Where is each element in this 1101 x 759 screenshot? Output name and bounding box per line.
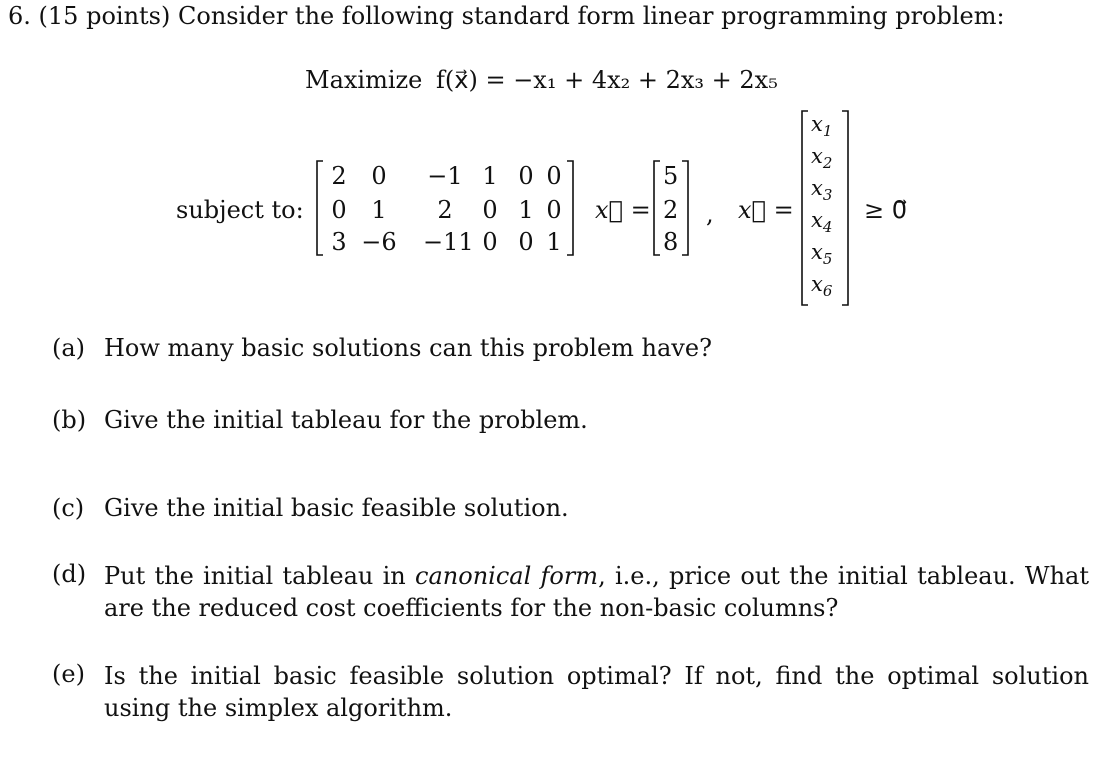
matrix-cell: 0 — [482, 196, 498, 224]
part-text: Is the initial basic feasible solution optimal? If not, find the optimal solution using the simplex algorithm. — [104, 662, 1089, 722]
part-label: (b) — [52, 406, 87, 434]
matrix-cell: 0 — [546, 162, 562, 190]
x-vector-entry: $x_2$ — [811, 144, 833, 172]
x-vector-left-bracket — [800, 110, 810, 306]
x-vector-entry: $x_3$ — [811, 176, 833, 204]
matrix-cell: 0 — [371, 162, 387, 190]
part-text: Give the initial basic feasible solution. — [104, 494, 569, 522]
part-text-after: , i.e., price out the initial tableau. What are the reduced cost coefficients for the non-basic columns? — [104, 562, 1090, 622]
x-vector-entry: $x_1$ — [811, 112, 833, 140]
problem-header — [8, 2, 1005, 30]
matrix-cell: 0 — [546, 196, 562, 224]
matrix-cell: 0 — [331, 196, 347, 224]
constraints-label: subject to: — [176, 196, 304, 224]
matrix-cell: 0 — [518, 228, 534, 256]
x-vector-definition-label: x⃗ = — [738, 196, 794, 224]
problem-points: (15 points) — [38, 2, 171, 30]
rhs-cell: 8 — [663, 228, 679, 256]
part-text-emphasis: canonical form — [415, 562, 599, 590]
part-text — [104, 560, 1089, 624]
nonnegativity: ≥ 0⃗ — [864, 196, 908, 224]
matrix-cell: −6 — [361, 228, 397, 256]
x-vector-entry: $x_6$ — [811, 272, 833, 300]
matrix-cell: 1 — [371, 196, 387, 224]
x-vector — [800, 110, 850, 306]
part-text-before: Put the initial tableau in — [104, 562, 416, 590]
x-vector-entry: $x_4$ — [811, 208, 833, 236]
problem-number: 6. — [8, 2, 31, 30]
x-vector-right-bracket — [840, 110, 850, 306]
x-vector-times: x⃗ = — [595, 196, 651, 224]
matrix-cell: 1 — [482, 162, 498, 190]
objective-line — [305, 66, 778, 94]
part-label: (e) — [52, 660, 85, 688]
rhs-right-bracket — [680, 160, 690, 256]
comma: , — [706, 200, 714, 228]
rhs-cell: 5 — [663, 162, 679, 190]
matrix-cell: −1 — [427, 162, 463, 190]
x-vector-entry: $x_5$ — [811, 240, 833, 268]
matrix-cell: −11 — [423, 228, 474, 256]
matrix-cell: 2 — [437, 196, 453, 224]
rhs-vector — [652, 160, 692, 256]
rhs-left-bracket — [652, 160, 662, 256]
matrix-cell: 1 — [518, 196, 534, 224]
part-label: (c) — [52, 494, 85, 522]
matrix-cell: 1 — [546, 228, 562, 256]
part-label: (a) — [52, 334, 86, 362]
matrix-cell: 2 — [331, 162, 347, 190]
part-text: How many basic solutions can this problem have? — [104, 334, 712, 362]
matrix-cell: 3 — [331, 228, 347, 256]
rhs-cell: 2 — [663, 196, 679, 224]
matrix-cell: 0 — [482, 228, 498, 256]
matrix-cell: 0 — [518, 162, 534, 190]
objective-keyword: Maximize — [305, 66, 423, 94]
part-text: Give the initial tableau for the problem. — [104, 406, 588, 434]
part-label: (d) — [52, 560, 87, 588]
coefficient-matrix — [315, 160, 575, 256]
objective-function: f(x⃗) = −x₁ + 4x₂ + 2x₃ + 2x₅ — [436, 66, 778, 94]
problem-intro: Consider the following standard form linear programming problem: — [178, 2, 1005, 30]
